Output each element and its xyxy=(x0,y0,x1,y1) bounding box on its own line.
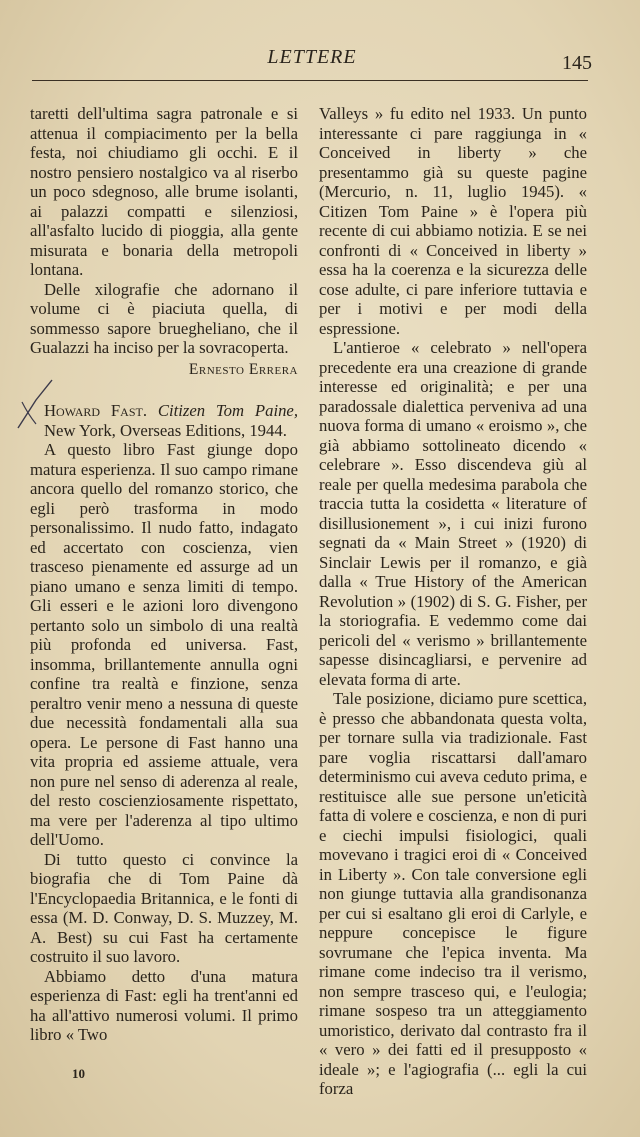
left-column xyxy=(30,104,298,1045)
review-author: Howard Fast. xyxy=(44,401,147,420)
paragraph: Abbiamo detto d'una matura esperienza di Fast: egli ha trent'anni ed ha all'attivo numerosi volumi. Il primo libro « Two xyxy=(30,966,298,1044)
signature-mark: 10 xyxy=(72,1066,85,1081)
page-number: 145 xyxy=(562,52,592,74)
paragraph: Di tutto questo ci convince la biografia che di Tom Paine dà l'Encyclopaedia Britannica, e le fonti di essa (M. D. Conway, D. S. Muzzey, M. A. Best) su cui Fast ha certamente costruito il suo lavoro. xyxy=(30,849,298,966)
paragraph: L'antieroe « celebrato » nell'opera precedente era una creazione di grande interesse ed originalità; e per una paradossale dialettica perveniva ad una nuova forma di umano « eroismo », che già abbiamo sottolineato dicendo « celebrare ». Esso discendeva giù al reale per quella medesima parabola che traccia tutta la cosidetta « literature of disillusionement », i cui inizi furono segnati da « Main Street » (1920) di Sinclair Lewis per il romanzo, e già dalla « True History of the American Revolution » (1902) di S. G. Fisher, per la storiografia. E vedemmo come dai pericoli del « verismo » brillantemente sapesse disincagliarsi, e pervenire ad elevata forma di arte. xyxy=(319,338,587,689)
review-publication: New York, Overseas Editions, 1944. xyxy=(44,420,287,440)
paragraph: Delle xilografie che adornano il volume ci è piaciuta quella, di sommesso sapore bruegheliano, che il Gualazzi ha inciso per la sovracoperta. xyxy=(30,279,298,357)
paragraph: Tale posizione, diciamo pure scettica, è presso che abbandonata questa volta, per tornare sulla via tradizionale. Fast pare voglia riscattarsi dall'amaro determinismo cui aveva ceduto prima, e restituisce alle sue persone un'eticità fatta di volere e coscienza, e non di puri e ciechi impulsi fisiologici, quali movevano i tragici eroi di « Conceived in Liberty ». Con tale conversione egli non giunge tuttavia alla grandisonanza per cui si esaltano gli eroi di Carlyle, e neppure concepisce le figure sovrumane che l'epica inventa. Ma rimane come indeciso tra il verismo, non sempre trasceso qui, e l'eulogia; rimane sospeso tra un atteggiamento umoristico, derivato dal contrasto fra il « vero » dei fatti ed il presupposto « ideale »; e l'agiografia (... egli la cui forza xyxy=(319,689,587,1098)
paragraph: taretti dell'ultima sagra patronale e si attenua il compiacimento per la bella festa, noi chiudiamo gli occhi. E il nostro pensiero nostalgico va al riserbo un poco sdegnoso, alle brume isolanti, ai palazzi compatti e silenziosi, all'asfalto lucido di pioggia, alla gente misurata e bonaria della metropoli lontana. xyxy=(30,104,298,279)
running-title: LETTERE xyxy=(267,46,357,68)
header-rule xyxy=(32,80,588,81)
paragraph: Valleys » fu edito nel 1933. Un punto interessante ci pare raggiunga in « Conceived in liberty » che presentammo già su queste pagine (Mercurio, n. 11, luglio 1945). « Citizen Tom Paine » è l'opera più recente di cui abbiamo notizia. E se nei confronti di « Conceived in liberty » essa ha la coerenza e la sicurezza delle cose adulte, ci pare inferiore tuttavia e per i motivi e per modi della espressione. xyxy=(319,104,587,338)
right-column xyxy=(319,104,587,1099)
review-book-title: Citizen Tom Paine, xyxy=(157,401,298,420)
review-heading xyxy=(30,401,298,440)
paragraph: A questo libro Fast giunge dopo matura esperienza. Il suo campo rimane ancora quello del romanzo storico, che egli però trasforma in modo personalissimo. Il nudo fatto, indagato ed accertato con coscienza, vien trasceso pienamente ed assurge ad un piano umano e senza limiti di tempo. Gli esseri e le azioni loro divengono pertanto solo un simbolo di una realtà più profonda ed universa. Fast, insomma, brillantemente annulla ogni confine tra realtà e finzione, senza peraltro venir meno a nessuna di queste due necessità fondamentali alla sua opera. Le persone di Fast hanno una vita propria ed assieme attuale, vera non pure nel senso di aderenza al reale, del resto coscienziosamente rispettato, ma vere per l'aderenza al tipo ultimo dell'Uomo. xyxy=(30,440,298,849)
review-signature: Ernesto Errera xyxy=(188,360,298,378)
running-head xyxy=(32,46,592,76)
